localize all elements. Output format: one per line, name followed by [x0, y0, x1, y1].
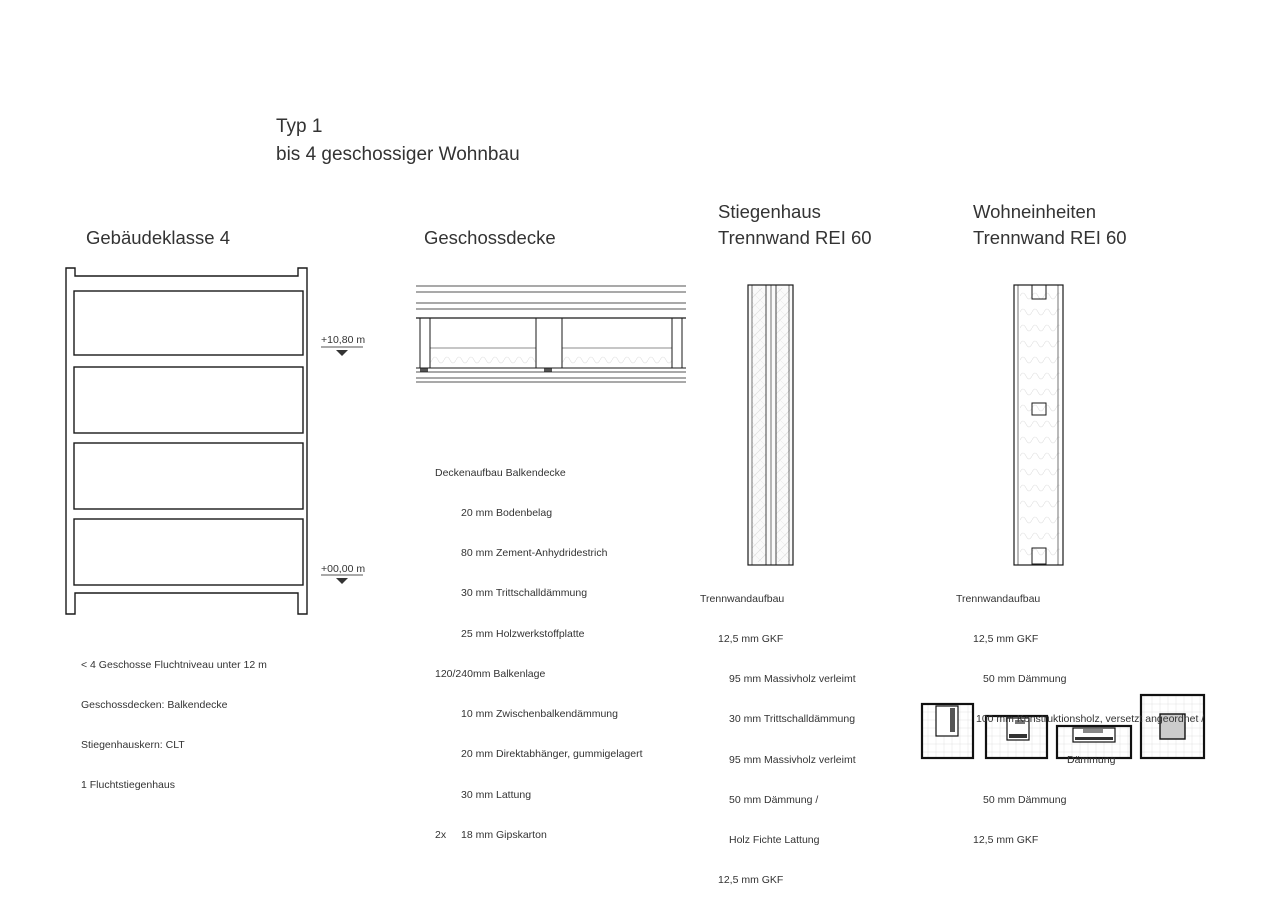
floor-layer: 80 mm Zement-Anhydridestrich: [461, 547, 608, 560]
stair-wall-layer: 30 mm Trittschalldämmung: [729, 713, 856, 726]
beam-3: [672, 318, 682, 368]
storey-1: [74, 519, 303, 585]
floor-layer: 10 mm Zwischenbalkendämmung: [461, 708, 618, 721]
building-section: [66, 268, 366, 614]
stair-wall-heading-2: Trennwand REI 60: [718, 227, 872, 248]
level-label-top: +10,80 m: [321, 334, 366, 346]
floor-spec-title: Deckenaufbau Balkendecke: [435, 466, 566, 479]
unit-wall-section: [1014, 285, 1063, 565]
stair-wall-layer: 50 mm Dämmung /: [729, 793, 819, 806]
storey-2: [74, 443, 303, 509]
floor-heading: Geschossdecke: [424, 227, 556, 248]
unit-wall-layer: 50 mm Dämmung: [983, 673, 1067, 686]
unit-wall-layer: 12,5 mm GKF: [973, 633, 1039, 646]
storey-4: [74, 291, 303, 355]
stair-wall-layer: Holz Fichte Lattung: [729, 834, 820, 847]
floor-layer: [435, 829, 643, 842]
building-note: Stiegenhauskern: CLT: [81, 739, 185, 752]
stair-wall-section: [748, 285, 793, 565]
building-heading: Gebäudeklasse 4: [86, 227, 230, 248]
beam-2: [536, 318, 562, 368]
stair-wall-spec-title: Trennwandaufbau: [700, 592, 785, 605]
floor-layer: 20 mm Direktabhänger, gummigelagert: [461, 748, 643, 761]
unit-wall-heading-2: Trennwand REI 60: [973, 227, 1127, 248]
stair-wall-layer: 12,5 mm GKF: [718, 874, 784, 887]
stair-wall-spec: [700, 566, 856, 901]
floor-spec: [435, 440, 643, 856]
floor-layer: 25 mm Holzwerkstoffplatte: [461, 627, 585, 640]
unit-wall-heading-1: Wohneinheiten: [973, 201, 1097, 222]
stair-wall-heading-1: Stiegenhaus: [718, 201, 821, 222]
floor-layer-prefix: 2x: [435, 828, 447, 841]
title-line-2: bis 4 geschossiger Wohnbau: [276, 144, 520, 165]
building-note: Geschossdecken: Balkendecke: [81, 699, 228, 712]
floor-layer-text: 18 mm Gipskarton: [461, 828, 547, 841]
unit-wall-layer: 100 mm Konstruktionsholz, versetzt angeordnet /: [976, 713, 1205, 726]
floor-layer: 30 mm Trittschalldämmung: [461, 587, 588, 600]
unit-wall-layer: Dämmung: [1067, 753, 1116, 766]
level-marker-top: [336, 350, 348, 356]
floor-section: [416, 286, 686, 382]
building-note: 1 Fluchtstiegenhaus: [81, 779, 175, 792]
level-label-bottom: +00,00 m: [321, 563, 366, 575]
storey-3: [74, 367, 303, 433]
floor-layer: 30 mm Lattung: [461, 788, 532, 801]
floor-layer: 120/240mm Balkenlage: [435, 667, 546, 680]
unit-wall-layer: 50 mm Dämmung: [983, 793, 1067, 806]
stair-wall-layer: 95 mm Massivholz verleimt: [729, 753, 856, 766]
building-notes: [81, 632, 267, 806]
unit-wall-spec-title: Trennwandaufbau: [956, 592, 1041, 605]
beam-1: [420, 318, 430, 368]
unit-wall-layer: 12,5 mm GKF: [973, 834, 1039, 847]
floor-layer: 20 mm Bodenbelag: [461, 507, 553, 520]
stair-wall-layer: 12,5 mm GKF: [718, 633, 784, 646]
title-line-1: Typ 1: [276, 116, 323, 137]
unit-wall-spec: [956, 566, 1204, 861]
building-note: < 4 Geschosse Fluchtniveau unter 12 m: [81, 658, 267, 671]
stair-wall-layer: 95 mm Massivholz verleimt: [729, 673, 856, 686]
level-marker-bottom: [336, 578, 348, 584]
